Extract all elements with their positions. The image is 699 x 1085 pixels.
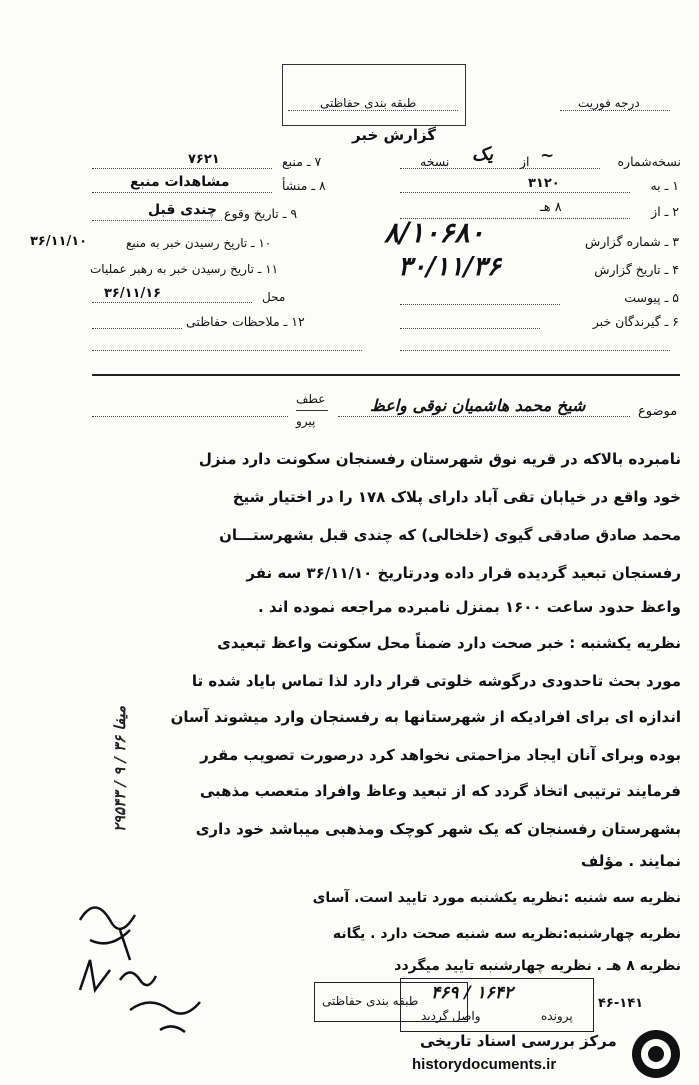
ops-receipt-date-label: ۱۱ ـ تاریخ رسیدن خبر به رهبر عملیات [90, 262, 279, 276]
atf-label: عطف [296, 392, 326, 406]
occurrence-date-label: ۹ ـ تاریخ وقوع [224, 206, 298, 221]
recipients-label: ۶ ـ گیرندگان خبر [592, 314, 679, 329]
stamp-sub: پرونده [541, 1009, 573, 1023]
source-value: ۷۶۲۱ [188, 152, 220, 167]
classification-box [282, 64, 466, 126]
origin-value: مشاهدات منبع [130, 174, 230, 190]
watermark-org: مرکز بررسی اسناد تاریخی [420, 1032, 617, 1050]
footer-code: ۴۶-۱۴۱ [598, 996, 644, 1011]
body-line-6: نظریه یکشنبه : خبر صحت دارد ضمناً محل سکونت واعظ تبعیدی [217, 634, 681, 652]
margin-note: ۲۹۵۴۳ / ۹ / ۳۶ میفا [111, 705, 129, 833]
copy-of-label: از [520, 154, 530, 169]
attachment-label: ۵ ـ پیوست [624, 290, 679, 305]
body-line-3: محمد صادق صادقی گیوی (خلخالی) که چندی قبل بشهرستـــان [219, 526, 681, 544]
field-to-value: ۳۱۲۰ [528, 176, 560, 191]
stamp-number: ۴۶۹ / ۱۶۴۲ [431, 983, 513, 1003]
body-line-10: فرمایند ترتیبی اتخاذ گردد که از تبعید وعاظ وافراد متعصب مذهبی [199, 782, 681, 800]
watermark-logo [632, 1030, 680, 1078]
field-from-value: ۸ هـ [540, 200, 562, 215]
place-label: محل [262, 290, 286, 304]
body-line-4: رفسنجان تبعید گردیده قرار داده ودرتاریخ ۳۶/۱۱/۱۰ سه نفر [246, 564, 681, 582]
opinion-wednesday: نظریه چهارشنبه:نظریه سه شنبه صحت دارد . یگانه [332, 926, 681, 942]
field-to-label: ۱ ـ به [650, 178, 679, 193]
origin-label: ۸ ـ منشأ [282, 178, 326, 193]
report-date-label: ۴ ـ تاریخ گزارش [594, 262, 679, 277]
stamp-text: واصل گردید [421, 1009, 481, 1023]
watermark-url: historydocuments.ir [412, 1056, 557, 1073]
source-label: ۷ ـ منبع [282, 154, 322, 169]
report-number-value: ۸/۱۰۶۸۰ [384, 216, 485, 249]
source-receipt-date-value: ۳۶/۱۱/۱۰ [30, 234, 88, 249]
body-line-11: بشهرستان رفسنجان که یک شهر کوچک ومذهبی میباشد خود داری [195, 820, 681, 838]
occurrence-date-value: چندی قبل [148, 202, 217, 218]
report-number-label: ۳ ـ شماره گزارش [584, 234, 679, 249]
subject-label: موضوع [638, 404, 678, 419]
body-line-9: بوده وبرای آنان ایجاد مزاحمتی نخواهد کرد درصورت تصویب مقرر [200, 746, 681, 764]
source-receipt-date-label: ۱۰ ـ تاریخ رسیدن خبر به منبع [126, 236, 272, 250]
opinion-tuesday: نظریه سه شنبه :نظریه یکشنبه مورد تایید است. آسای [312, 890, 681, 906]
body-line-7: مورد بحث تاحدودی درگوشه خلوتی قرار دارد لذا تماس بایاد شده تا [191, 672, 681, 690]
body-line-8: اندازه ای برای افرادیکه از شهرستانها به رفسنجان وارد میشوند آسان [170, 708, 681, 726]
ops-receipt-date-value: ۳۶/۱۱/۱۶ [104, 286, 162, 301]
signature-scribbles [60, 880, 230, 1050]
opinion-8h: نظریه ۸ هـ . نظریه چهارشنبه تایید میگردد [394, 958, 681, 974]
report-date-value: ۳۰/۱۱/۳۶ [398, 252, 501, 282]
body-line-12: نمایند . مؤلف [580, 852, 681, 870]
subject-value: شیخ محمد هاشمیان نوقی واعظ [370, 396, 586, 415]
body-line-5: واعظ حدود ساعت ۱۶۰۰ بمنزل نامبرده مراجعه نموده اند . [257, 598, 681, 616]
body-line-2: خود واقع در خیابان تقی آباد دارای پلاک ۱۷۸ را در اختیار شیخ [232, 488, 681, 506]
header-divider [92, 374, 680, 376]
body-line-1: نامبرده بالاکه در قریه نوق شهرستان رفسنجان سکونت دارد منزل [198, 450, 681, 468]
copy-number-label: نسخه‌شماره [617, 154, 681, 169]
footer-classification-label: طبقه بندی حفاظتی [322, 994, 419, 1008]
report-title: گزارش خبر [352, 126, 437, 144]
classification-label: طبقه بندی حفاظتی [320, 96, 417, 110]
urgency-label: درجه فوریت [578, 96, 640, 110]
peyro-label: پیرو [296, 414, 316, 428]
copy-label: نسخه [420, 154, 450, 169]
document-page: طبقه بندی حفاظتی درجه فوریت گزارش خبر نسخه‌شماره از نسخه ~ یک ۱ ـ به ۳۱۲۰ ۲ ـ از ۸ هـ ۳ ـ شماره گزارش ۸/۱۰۶۸۰ ۴ ـ تاریخ گزارش ۳۰/۱۱/۳۶ ۵ ـ پیوست ۶ ـ گیرندگان خبر ۷ ـ منبع ۷۶۲۱ ۸ ـ منشأ مشاهدات منبع ۹ ـ تاریخ وقوع چندی قبل ۱۰ ـ تاریخ رسیدن خبر به منبع ۳۶/۱۱/۱۰ ۱۱ ـ تاریخ رسیدن خبر به رهبر عملیات محل ۳۶/۱۱/۱۶ ۱۲ ـ ملاحظات حفاظتی موضوع شیخ محمد هاشمیان نوقی واعظ عطف پیرو نامبرده بالاکه در قریه نوق شهرستان رفسنجان سکونت دارد منزل خود واقع در خیابان تقی آباد دارای پلاک ۱۷۸ را در اختیار شیخ محمد صادق صادقی گیوی (خلخالی) که چندی قبل بشهرستـــان رفسنجان تبعید گردیده قرار داده ودرتاریخ ۳۶/۱۱/۱۰ سه نفر واعظ حدود ساعت ۱۶۰۰ بمنزل نامبرده مراجعه نموده اند . نظریه یکشنبه : خبر صحت دارد ضمناً محل سکونت واعظ تبعیدی مورد بحث تاحدودی درگوشه خلوتی قرار دارد لذا تماس بایاد شده تا اندازه ای برای افرادیکه از شهرستانها به رفسنجان وارد میشوند آسان بوده وبرای آنان ایجاد مزاحمتی نخواهد کرد درصورت تصویب مقرر فرمایند ترتیبی اتخاذ گردد که از تبعید وعاظ وافراد متعصب مذهبی بشهرستان رفسنجان که یک شهر کوچک ومذهبی میباشد خود داری نمایند . مؤلف نظریه سه شنبه :نظریه یکشنبه مورد تایید است. آسای نظریه چهارشنبه:نظریه سه شنبه صحت دارد . یگانه نظریه ۸ هـ . نظریه چهارشنبه تایید میگردد ۲۹۵۴۳ / ۹ / ۳۶ میفا ۴۶-۱۴۱ طبقه بندی حفاظتی واصل گردید ۴۶۹ / ۱۶۴۲ پرونده مرکز بررسی اسناد تاریخی historydocuments.ir [0, 0, 699, 1085]
security-remarks-label: ۱۲ ـ ملاحظات حفاظتی [186, 314, 305, 329]
field-from-label: ۲ ـ از [651, 204, 679, 219]
received-stamp [400, 978, 594, 1032]
